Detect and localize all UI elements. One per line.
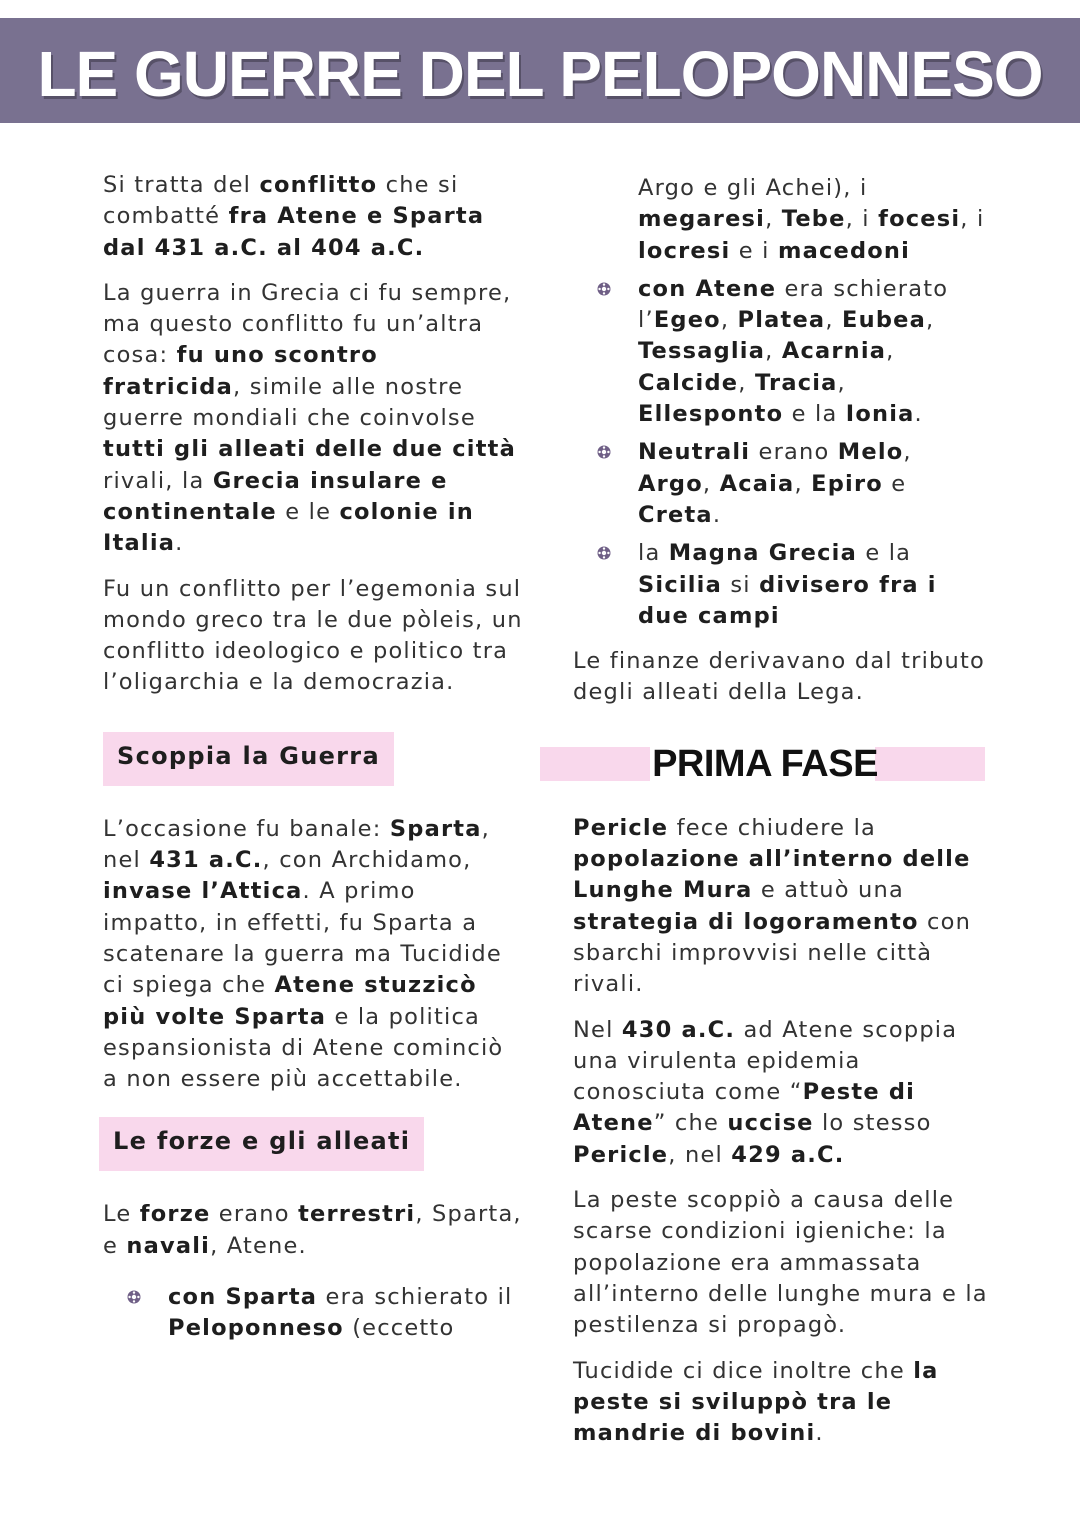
thucydides-paragraph: Tucidide ci dice inoltre che la peste si sviluppò tra le mandrie di bovini. (573, 1357, 939, 1447)
list-item: Neutrali erano Melo, Argo, Acaia, Epiro e Creta. (573, 437, 990, 531)
plague-paragraph: Nel 430 a.C. ad Atene scoppia una virulenta epidemia conosciuta come “Peste di Atene” che uccise lo stesso Pericle, nel 429 a.C. (573, 1016, 958, 1168)
flower-bullet-icon (597, 445, 611, 459)
allies-list (103, 1282, 523, 1345)
phase-heading (540, 742, 990, 785)
flower-bullet-icon (127, 1290, 141, 1304)
allies-list-continued (540, 274, 990, 632)
finance-paragraph: Le finanze derivavano dal tributo degli alleati della Lega. (573, 648, 985, 706)
list-item: la Magna Grecia e la Sicilia si divisero fra i due campi (573, 538, 990, 632)
section-heading-outbreak: Scoppia la Guerra (103, 732, 394, 786)
title-banner (0, 18, 1080, 123)
right-column (540, 173, 990, 1449)
intro-paragraph: Si tratta del conflitto che si combatté fra Atene e Sparta dal 431 a.C. al 404 a.C. (103, 172, 485, 261)
flower-bullet-icon (597, 282, 611, 296)
pericles-paragraph: Pericle fece chiudere la popolazione all’interno delle Lunghe Mura e attuò una strategia di logoramento con sbarchi improvvisi nelle città rivali. (573, 814, 972, 998)
context-paragraph: La guerra in Grecia ci fu sempre, ma questo conflitto fu un’altra cosa: fu uno scontro fratricida, simile alle nostre guerre mondiali che coinvolse tutti gli alleati delle due città rivali, la Grecia insulare e continentale e le colonie in Italia. (103, 279, 516, 557)
section-heading-forces: Le forze e gli alleati (99, 1117, 424, 1171)
plague-cause-paragraph: La peste scoppiò a causa delle scarse condizioni igieniche: la popolazione era ammassata all’interno delle lunghe mura e la pestilenza si propagò. (573, 1187, 988, 1339)
hegemony-paragraph: Fu un conflitto per l’egemonia sul mondo greco tra le due pòleis, un conflitto ideologico e politico tra l’oligarchia e la democrazia. (103, 575, 523, 696)
list-item: con Sparta era schierato il Peloponneso (eccetto (103, 1282, 523, 1345)
flower-bullet-icon (597, 546, 611, 560)
phase-title: PRIMA FASE (652, 742, 878, 785)
left-column (103, 170, 523, 1345)
outbreak-paragraph: L’occasione fu banale: Sparta, nel 431 a.C., con Archidamo, invase l’Attica. A primo impatto, in effetti, fu Sparta a scatenare la guerra ma Tucidide ci spiega che Atene stuzzicò più volte Sparta e la politica espansionista di Atene cominciò a non essere più accettabile. (103, 815, 504, 1093)
list-item-continuation: Argo e gli Achei), i megaresi, Tebe, i focesi, i locresi e i macedoni (638, 175, 985, 264)
page-title: LE GUERRE DEL PELOPONNESO (37, 38, 1043, 110)
forces-paragraph: Le forze erano terrestri, Sparta, e navali, Atene. (103, 1201, 522, 1259)
list-item: con Atene era schierato l’Egeo, Platea, Eubea, Tessaglia, Acarnia, Calcide, Tracia, Ellesponto e la Ionia. (573, 274, 990, 430)
